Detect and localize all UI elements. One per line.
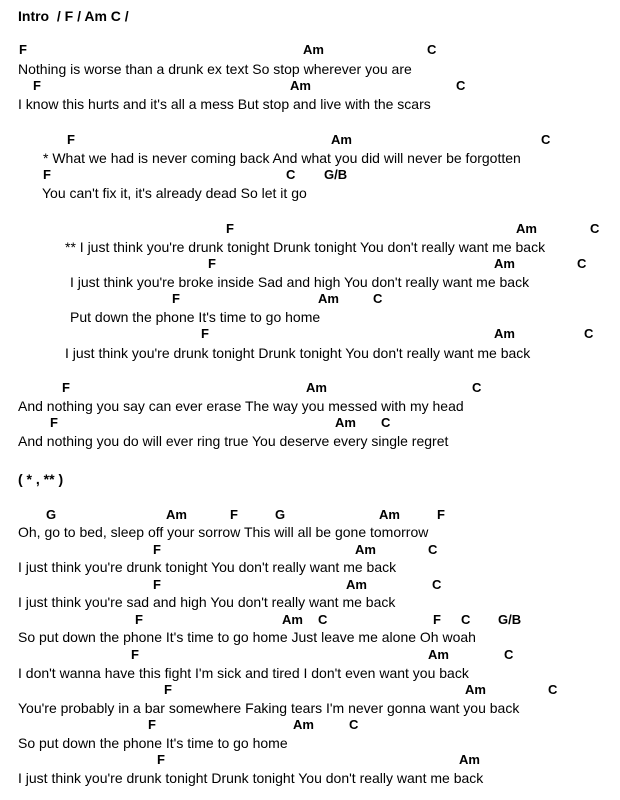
chord: Am xyxy=(331,132,352,147)
chord: F xyxy=(62,380,70,395)
chord: G/B xyxy=(498,612,522,627)
chord: F xyxy=(230,507,238,522)
lyric-line: I just think you're broke inside Sad and high You don't really want me back xyxy=(70,274,530,290)
chord: F xyxy=(148,717,156,732)
lyric-line: So put down the phone It's time to go home Just leave me alone Oh woah xyxy=(18,629,476,645)
chord: Am xyxy=(166,507,187,522)
chord: F xyxy=(153,577,161,592)
chord: C xyxy=(318,612,328,627)
lyric-line: I just think you're drunk tonight Drunk tonight You don't really want me back xyxy=(18,770,484,786)
chord: Am xyxy=(465,682,486,697)
lyric-line: Nothing is worse than a drunk ex text So stop wherever you are xyxy=(18,61,412,77)
chord: C xyxy=(461,612,471,627)
chord: F xyxy=(208,256,216,271)
chord: Am xyxy=(379,507,400,522)
lyric-line: I just think you're sad and high You don't really want me back xyxy=(18,594,396,610)
chord: F xyxy=(67,132,75,147)
chord: C xyxy=(541,132,551,147)
lyric-line: I just think you're drunk tonight You don't really want me back xyxy=(18,559,397,575)
lyric-line: I just think you're drunk tonight Drunk tonight You don't really want me back xyxy=(65,345,531,361)
chord: F xyxy=(131,647,139,662)
chord: C xyxy=(286,167,296,182)
chord: C xyxy=(504,647,514,662)
chord: F xyxy=(43,167,51,182)
chord: Am xyxy=(290,78,311,93)
lyric-line: You're probably in a bar somewhere Faking tears I'm never gonna want you back xyxy=(18,700,520,716)
chord: C xyxy=(349,717,359,732)
chord: F xyxy=(157,752,165,767)
chord: Am xyxy=(494,256,515,271)
chord: C xyxy=(456,78,466,93)
chord: F xyxy=(19,42,27,57)
chord: F xyxy=(437,507,445,522)
chord: F xyxy=(33,78,41,93)
chord: F xyxy=(172,291,180,306)
chord: Am xyxy=(459,752,480,767)
lyric-line: Oh, go to bed, sleep off your sorrow This will all be gone tomorrow xyxy=(18,524,429,540)
chord: C xyxy=(373,291,383,306)
chord: Am xyxy=(293,717,314,732)
lyric-line: I know this hurts and it's all a mess But stop and live with the scars xyxy=(18,96,431,112)
chord: Am xyxy=(516,221,537,236)
chord: Am xyxy=(346,577,367,592)
chord: G xyxy=(46,507,57,522)
chord: C xyxy=(381,415,391,430)
repeat-marker: ( * , ** ) xyxy=(18,471,64,487)
chord: F xyxy=(433,612,441,627)
chord: C xyxy=(577,256,587,271)
chord: F xyxy=(164,682,172,697)
lyric-line: I don't wanna have this fight I'm sick and tired I don't even want you back xyxy=(18,665,469,681)
chord: C xyxy=(584,326,594,341)
chord: C xyxy=(427,42,437,57)
chord: Am xyxy=(306,380,327,395)
chord: F xyxy=(201,326,209,341)
lyric-line: And nothing you do will ever ring true You deserve every single regret xyxy=(18,433,449,449)
chord: Am xyxy=(318,291,339,306)
chord: Am xyxy=(303,42,324,57)
chord: Am xyxy=(335,415,356,430)
chord: G xyxy=(275,507,286,522)
chord: Am xyxy=(428,647,449,662)
chord: G/B xyxy=(324,167,348,182)
chord: C xyxy=(548,682,558,697)
lyric-line: * What we had is never coming back And what you did will never be forgotten xyxy=(43,150,521,166)
chord: F xyxy=(153,542,161,557)
chord: C xyxy=(432,577,442,592)
chord: F xyxy=(50,415,58,430)
chord: Am xyxy=(494,326,515,341)
chord: C xyxy=(590,221,600,236)
intro-line: Intro / F / Am C / xyxy=(18,8,129,24)
chord: Am xyxy=(355,542,376,557)
chord: Am xyxy=(282,612,303,627)
chord: C xyxy=(472,380,482,395)
lyric-line: And nothing you say can ever erase The way you messed with my head xyxy=(18,398,464,414)
lyric-line: You can't fix it, it's already dead So let it go xyxy=(42,185,307,201)
chord: F xyxy=(135,612,143,627)
chord: F xyxy=(226,221,234,236)
chord: C xyxy=(428,542,438,557)
lyric-line: ** I just think you're drunk tonight Drunk tonight You don't really want me back xyxy=(65,239,546,255)
lyric-line: So put down the phone It's time to go home xyxy=(18,735,288,751)
lyric-line: Put down the phone It's time to go home xyxy=(70,309,321,325)
